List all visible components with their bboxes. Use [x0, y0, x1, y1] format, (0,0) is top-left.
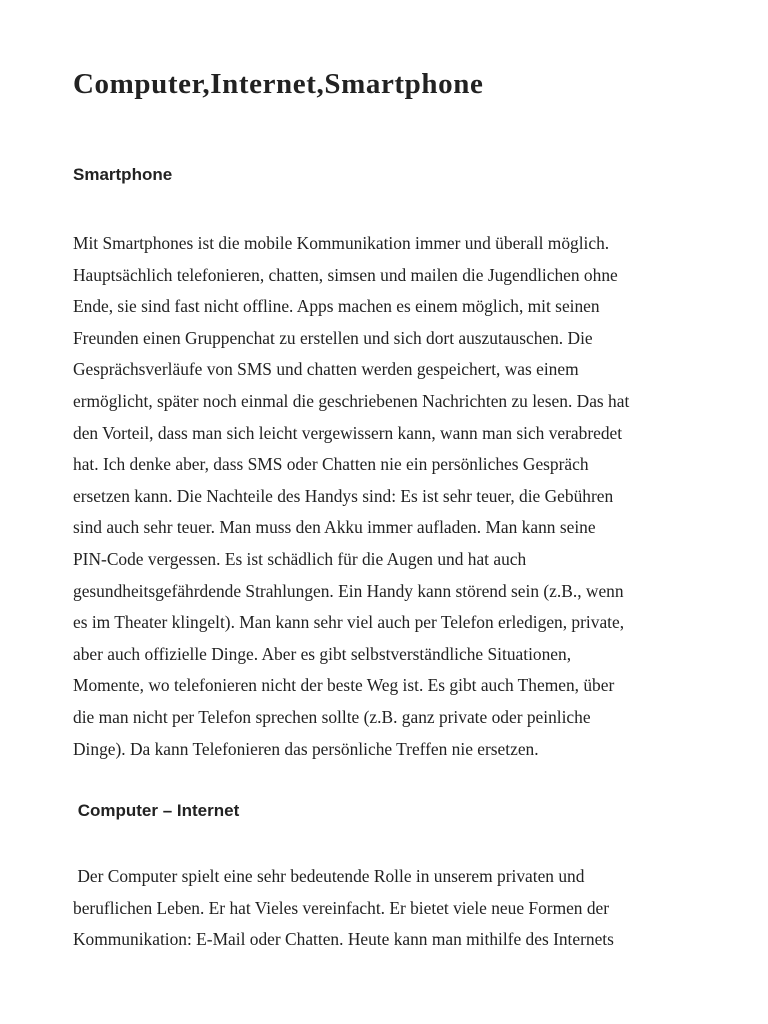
paragraph-line: Momente, wo telefonieren nicht der beste Weg ist. Es gibt auch Themen, über	[73, 675, 615, 696]
paragraph-line: PIN-Code vergessen. Es ist schädlich für die Augen und hat auch	[73, 548, 527, 569]
paragraph-line: ersetzen kann. Die Nachteile des Handys sind: Es ist sehr teuer, die Gebühren	[73, 485, 614, 506]
paragraph-line: Ende, sie sind fast nicht offline. Apps machen es einem möglich, mit seinen	[73, 296, 600, 317]
paragraph-line: beruflichen Leben. Er hat Vieles vereinfacht. Er bietet viele neue Formen der	[73, 897, 610, 918]
paragraph-line: den Vorteil, dass man sich leicht vergewissern kann, wann man sich verabredet	[73, 422, 623, 443]
document-title: Computer,Internet,Smartphone	[73, 68, 484, 100]
section-paragraph-smartphone	[73, 228, 703, 765]
paragraph-line: Dinge). Da kann Telefonieren das persönliche Treffen nie ersetzen.	[73, 738, 539, 759]
paragraph-line: Gesprächsverläufe von SMS und chatten werden gespeichert, was einem	[73, 359, 579, 380]
paragraph-line: Kommunikation: E-Mail oder Chatten. Heute kann man mithilfe des Internets	[73, 929, 614, 950]
paragraph-line: ermöglicht, später noch einmal die geschriebenen Nachrichten zu lesen. Das hat	[73, 390, 630, 411]
section-paragraph-computer-internet	[73, 861, 703, 956]
paragraph-line: Hauptsächlich telefonieren, chatten, simsen und mailen die Jugendlichen ohne	[73, 264, 618, 285]
paragraph-line: Mit Smartphones ist die mobile Kommunikation immer und überall möglich.	[73, 233, 610, 253]
paragraph-line: die man nicht per Telefon sprechen sollte (z.B. ganz private oder peinliche	[73, 706, 591, 727]
paragraph-line: Freunden einen Gruppenchat zu erstellen und sich dort auszutauschen. Die	[73, 327, 593, 348]
section-heading-smartphone: Smartphone	[73, 165, 173, 184]
paragraph-line: gesundheitsgefährdende Strahlungen. Ein Handy kann störend sein (z.B., wenn	[73, 580, 624, 601]
paragraph-line: es im Theater klingelt). Man kann sehr viel auch per Telefon erledigen, private,	[73, 612, 625, 633]
section-heading-computer-internet: Computer – Internet	[73, 801, 240, 820]
paragraph-line: hat. Ich denke aber, dass SMS oder Chatten nie ein persönliches Gespräch	[73, 454, 589, 475]
paragraph-line: sind auch sehr teuer. Man muss den Akku immer aufladen. Man kann seine	[73, 517, 596, 538]
paragraph-line: aber auch offizielle Dinge. Aber es gibt selbstverständliche Situationen,	[73, 643, 572, 664]
paragraph-line: Der Computer spielt eine sehr bedeutende Rolle in unserem privaten und	[73, 866, 585, 886]
